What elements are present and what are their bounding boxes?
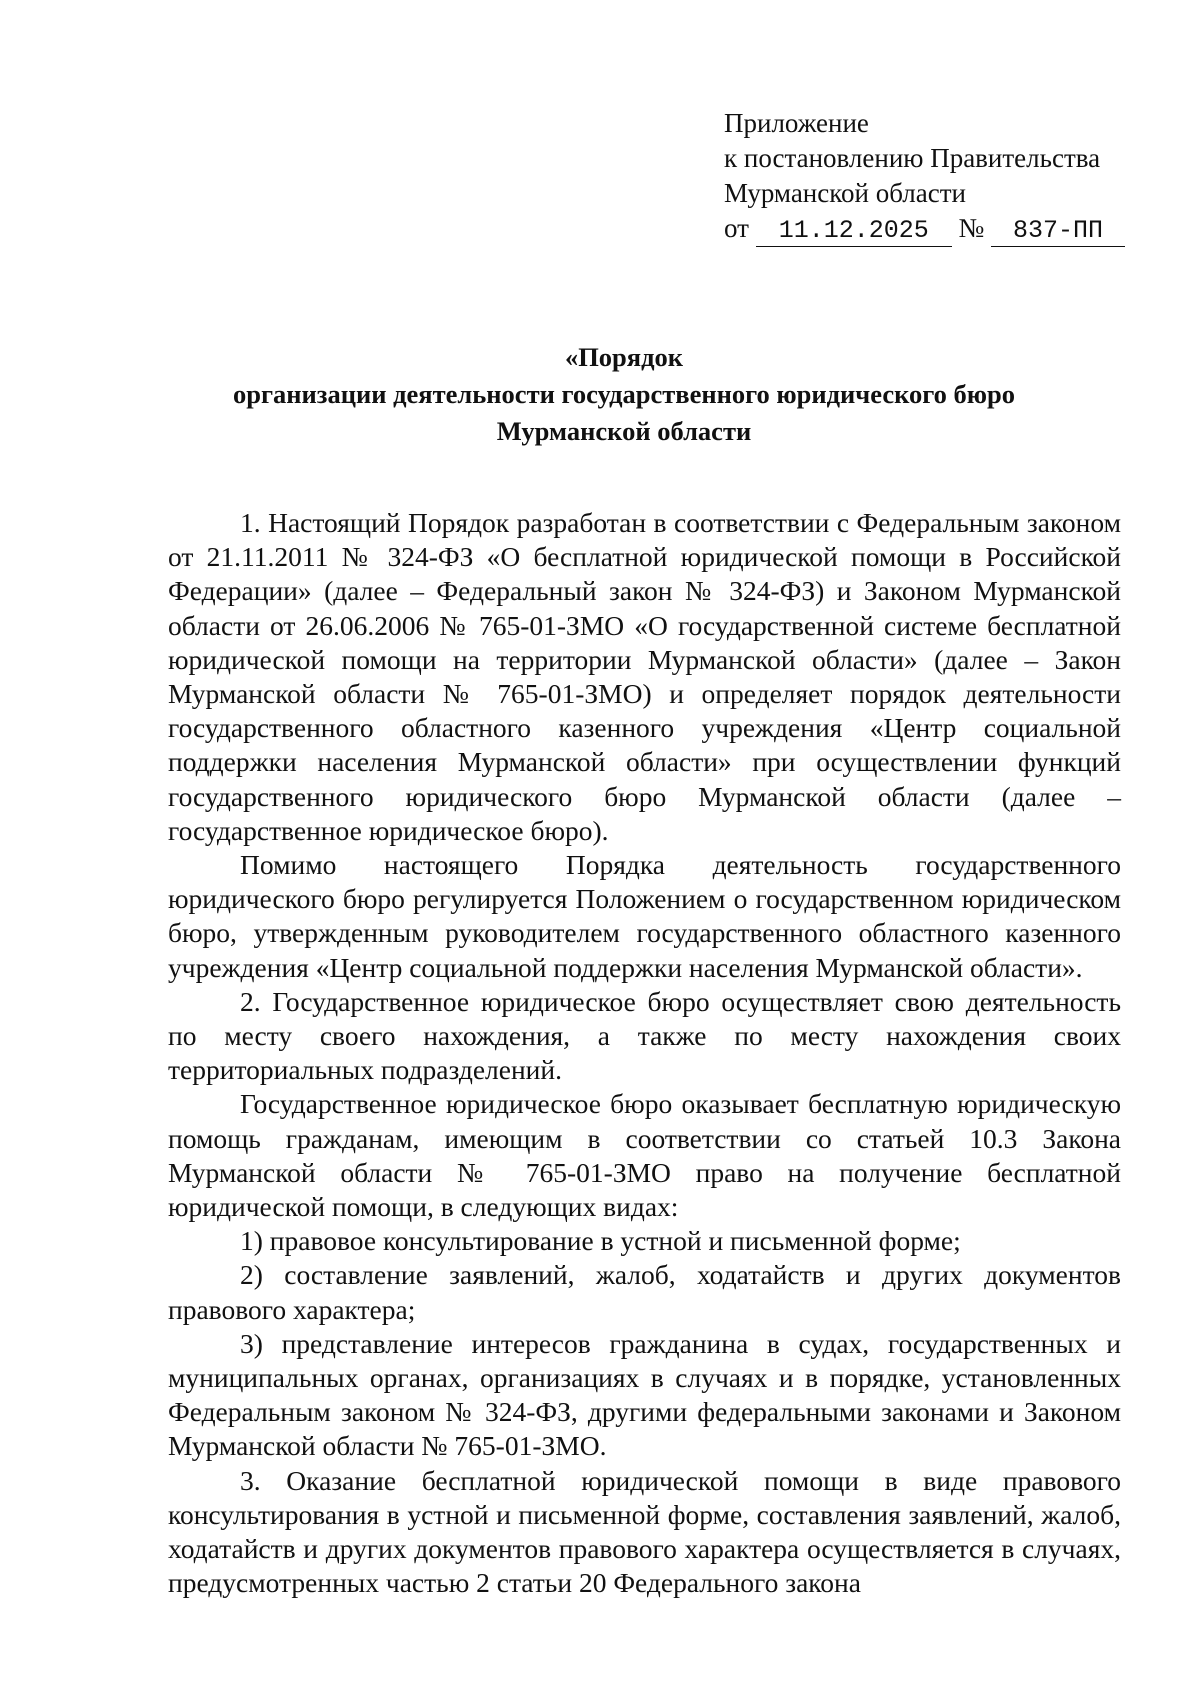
resolution-date: 11.12.2025	[756, 216, 952, 247]
appendix-date-number-line	[724, 211, 1144, 247]
paragraph-3: 2. Государственное юридическое бюро осуществляет свою деятельность по месту своего нахождения, а также по месту нахождения своих территориальных подразделений.	[168, 985, 1121, 1086]
title-line-2: организации деятельности государственного юридического бюро	[232, 379, 1016, 409]
title-line-3: Мурманской области	[496, 416, 752, 446]
paragraph-4: Государственное юридическое бюро оказывает бесплатную юридическую помощь гражданам, имеющим в соответствии со статьей 10.3 Закона Мурманской области № 765-01-ЗМО право на получение бесплатной юридической помощи, в следующих видах:	[168, 1088, 1121, 1223]
appendix-header	[724, 106, 1144, 247]
list-item-2: 2) составление заявлений, жалоб, ходатайств и других документов правового характера;	[168, 1259, 1121, 1325]
resolution-number: 837-ПП	[991, 216, 1125, 247]
paragraph-1: 1. Настоящий Порядок разработан в соответствии с Федеральным законом от 21.11.2011 № 324-ФЗ «О бесплатной юридической помощи в Российской Федерации» (далее – Федеральный закон № 324-ФЗ) и Законом Мурманской области от 26.06.2006 № 765-01-ЗМО «О государственной системе бесплатной юридической помощи на территории Мурманской области» (далее – Закон Мурманской области № 765-01-ЗМО) и определяет порядок деятельности государственного областного казенного учреждения «Центр социальной поддержки населения Мурманской области» при осуществлении функций государственного юридического бюро Мурманской области (далее – государственное юридическое бюро).	[168, 507, 1121, 846]
number-sign: №	[958, 213, 985, 243]
appendix-region-line: Мурманской области	[724, 178, 966, 208]
paragraph-2: Помимо настоящего Порядка деятельность государственного юридического бюро регулируется Положением о государственном юридическом бюро, утвержденным руководителем государственного областного казенного учреждения «Центр социальной поддержки населения Мурманской области».	[168, 849, 1121, 983]
appendix-resolution-line: к постановлению Правительства	[724, 143, 1101, 173]
document-title	[168, 339, 1080, 450]
date-prefix: от	[724, 213, 749, 243]
list-item-1: 1) правовое консультирование в устной и письменной форме;	[240, 1225, 961, 1257]
title-line-1: «Порядок	[564, 342, 684, 372]
paragraph-5: 3. Оказание бесплатной юридической помощи в виде правового консультирования в устной и письменной форме, составления заявлений, жалоб, ходатайств и других документов правового характера осуществляется в случаях, предусмотренных частью 2 статьи 20 Федерального закона	[168, 1464, 1121, 1599]
appendix-label: Приложение	[724, 108, 869, 138]
document-body	[168, 506, 1121, 1601]
list-item-3: 3) представление интересов гражданина в судах, государственных и муниципальных органах, организациях в случаях и в порядке, установленных Федеральным законом № 324-ФЗ, другими федеральными законами и Законом Мурманской области № 765-01-ЗМО.	[168, 1327, 1121, 1462]
